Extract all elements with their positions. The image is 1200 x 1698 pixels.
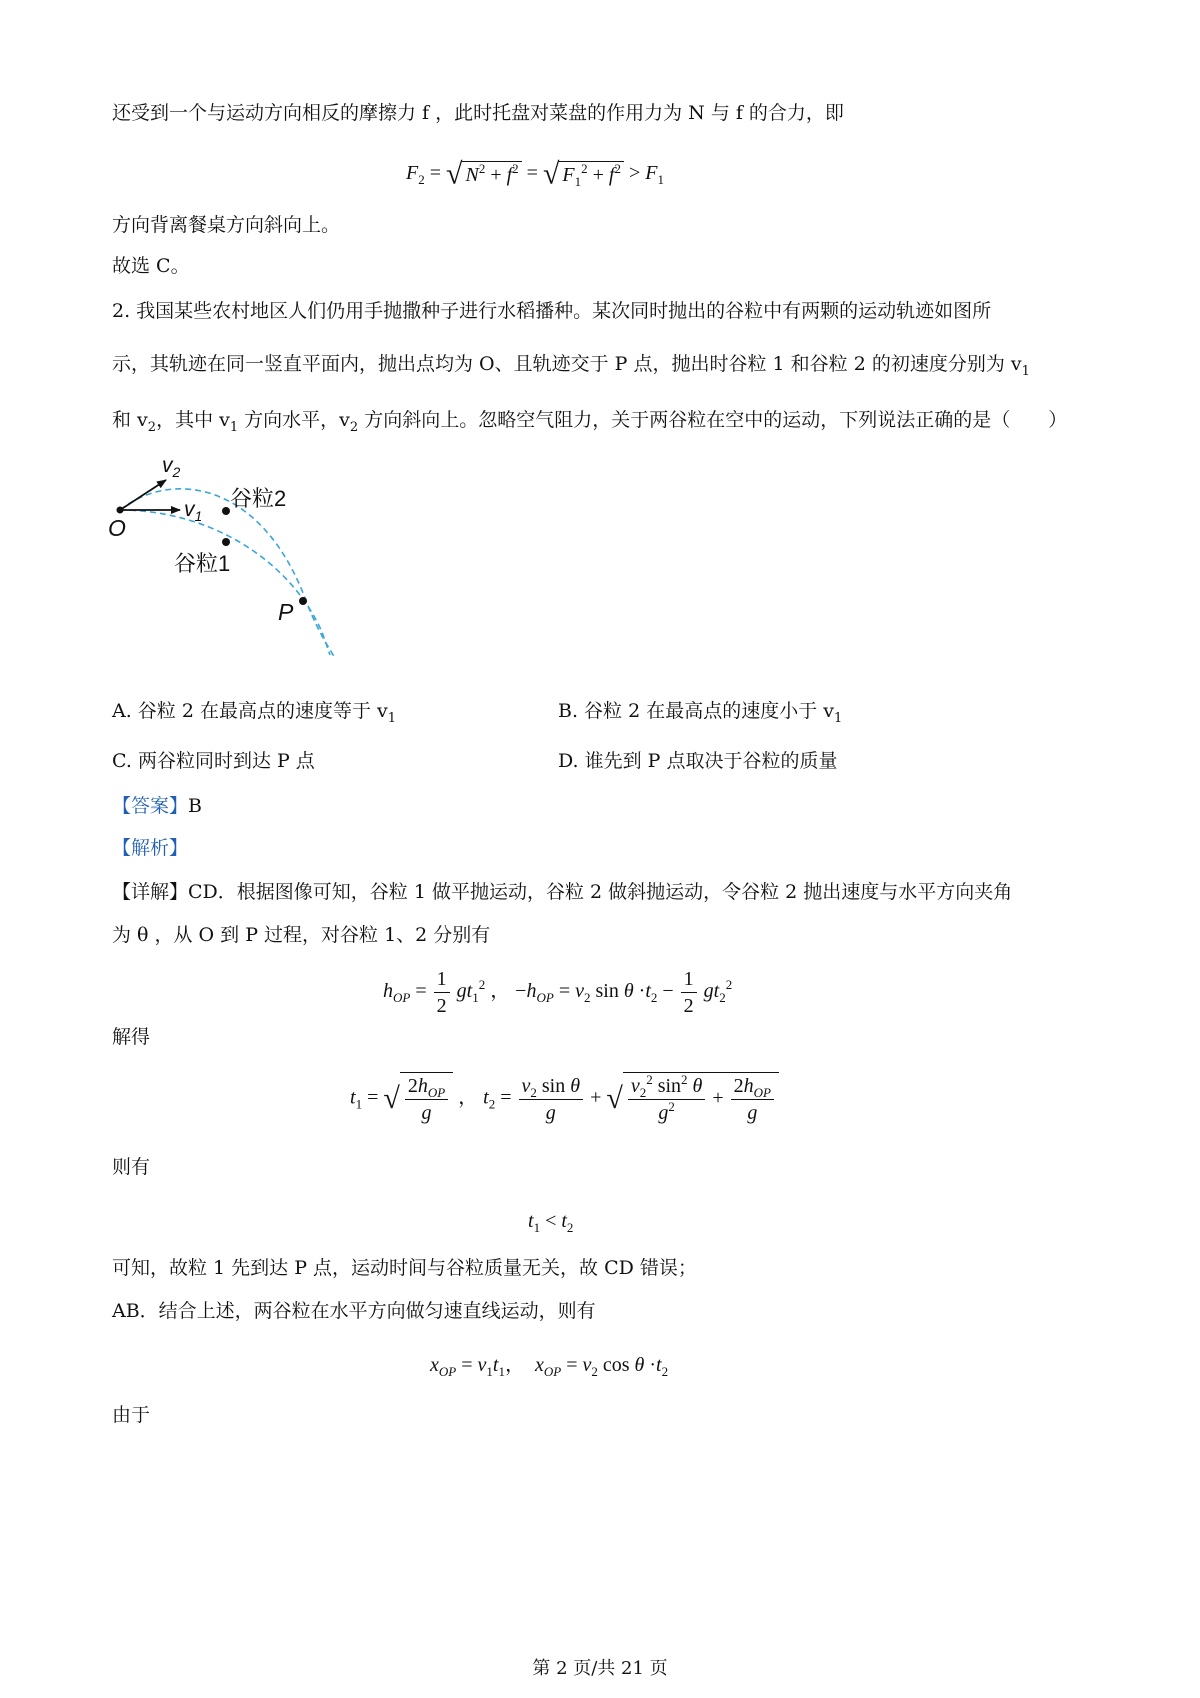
equation-heights: $h_{OP}$ = $\frac{1}{2}$ $gt_1^2$ ， $-h_{OP} = v_2$ $\sin \theta \cdot t_2$ − $\frac{1}{2}$ $gt_2^2$ [383,968,733,1017]
point-p [299,597,307,605]
question-2-line-3: 和 $v_2$，其中 $v_1$ 方向水平，$v_2$ 方向斜向上。忽略空气阻力，关于两谷粒在空中的运动，下列说法正确的是（ ） [112,409,1068,435]
answer-tag: 【答案】 [112,795,189,817]
text-because: 由于 [112,1404,151,1426]
equation-times: $t_1$ = √ $\frac{2h_{OP}}{g}$ ， $t_2$ = $\frac{v_2 \sin \theta}{g}$ + √ $\frac{v_2^2 \sin^2 \theta}{g^2}$ + $\frac{2h_{OP}}{g}$ [350,1072,779,1126]
text-line-direction: 方向背离餐桌方向斜向上。 [112,214,341,236]
text-solve: 解得 [112,1026,151,1048]
detail-line-2: 为 θ ，从 O 到 P 过程，对谷粒 1、2 分别有 [112,924,491,946]
question-2-line-1: 2. 我国某些农村地区人们仍用手抛撒种子进行水稻播种。某次同时抛出的谷粒中有两颗的运动轨迹如图所 [112,300,992,322]
analysis-tag: 【解析】 [112,837,189,859]
option-b[interactable]: B. 谷粒 2 在最高点的速度小于 $v_1$ [558,700,843,726]
question-2-line-2: 示，其轨迹在同一竖直平面内，抛出点均为 O、且轨迹交于 P 点，抛出时谷粒 1 和谷粒 2 的初速度分别为 $v_1$ [112,353,1030,379]
label-grain-1: 谷粒1 [174,551,231,576]
text-line-friction: 还受到一个与运动方向相反的摩擦力 f ，此时托盘对菜盘的作用力为 N 与 f 的合力，即 [112,102,844,124]
point-grain-2 [222,507,230,515]
trajectory-figure [100,450,370,670]
option-a[interactable]: A. 谷粒 2 在最高点的速度等于 $v_1$ [112,700,397,726]
label-v1: $v_1$ [184,498,203,524]
label-o: O [108,515,126,541]
text-line-choose-c: 故选 C。 [112,255,190,277]
answer-value: B [188,795,202,817]
point-grain-1 [222,538,230,546]
text-ab: AB．结合上述，两谷粒在水平方向做匀速直线运动，则有 [112,1300,596,1322]
option-d[interactable]: D. 谁先到 P 点取决于谷粒的质量 [558,750,838,772]
option-c[interactable]: C. 两谷粒同时到达 P 点 [112,750,315,772]
equation-horizontal: $x_{OP} = v_1t_1$， $x_{OP} = v_2$ $\cos \theta \cdot t_2$ [430,1354,669,1379]
label-grain-2: 谷粒2 [230,486,287,511]
equation-t1-lt-t2: $t_1 < t_2$ [528,1210,574,1235]
point-o [117,507,124,514]
label-p: P [278,599,294,625]
label-v2: $v_2$ [162,454,181,480]
equation-f2: $F_2$ = √ $N^2 + f^2$ = √ $F_1^2 + f^2 > F_1$ [406,157,664,191]
text-conclusion-cd: 可知，故粒 1 先到达 P 点，运动时间与谷粒质量无关，故 CD 错误； [112,1257,697,1279]
answer-line [112,793,202,819]
detail-line-1: 【详解】CD．根据图像可知，谷粒 1 做平抛运动，谷粒 2 做斜抛运动，令谷粒 2 抛出速度与水平方向夹角 [112,881,1013,903]
page-footer: 第 2 页/共 21 页 [532,1658,668,1679]
text-then: 则有 [112,1156,151,1178]
v2-arrow [120,480,166,510]
